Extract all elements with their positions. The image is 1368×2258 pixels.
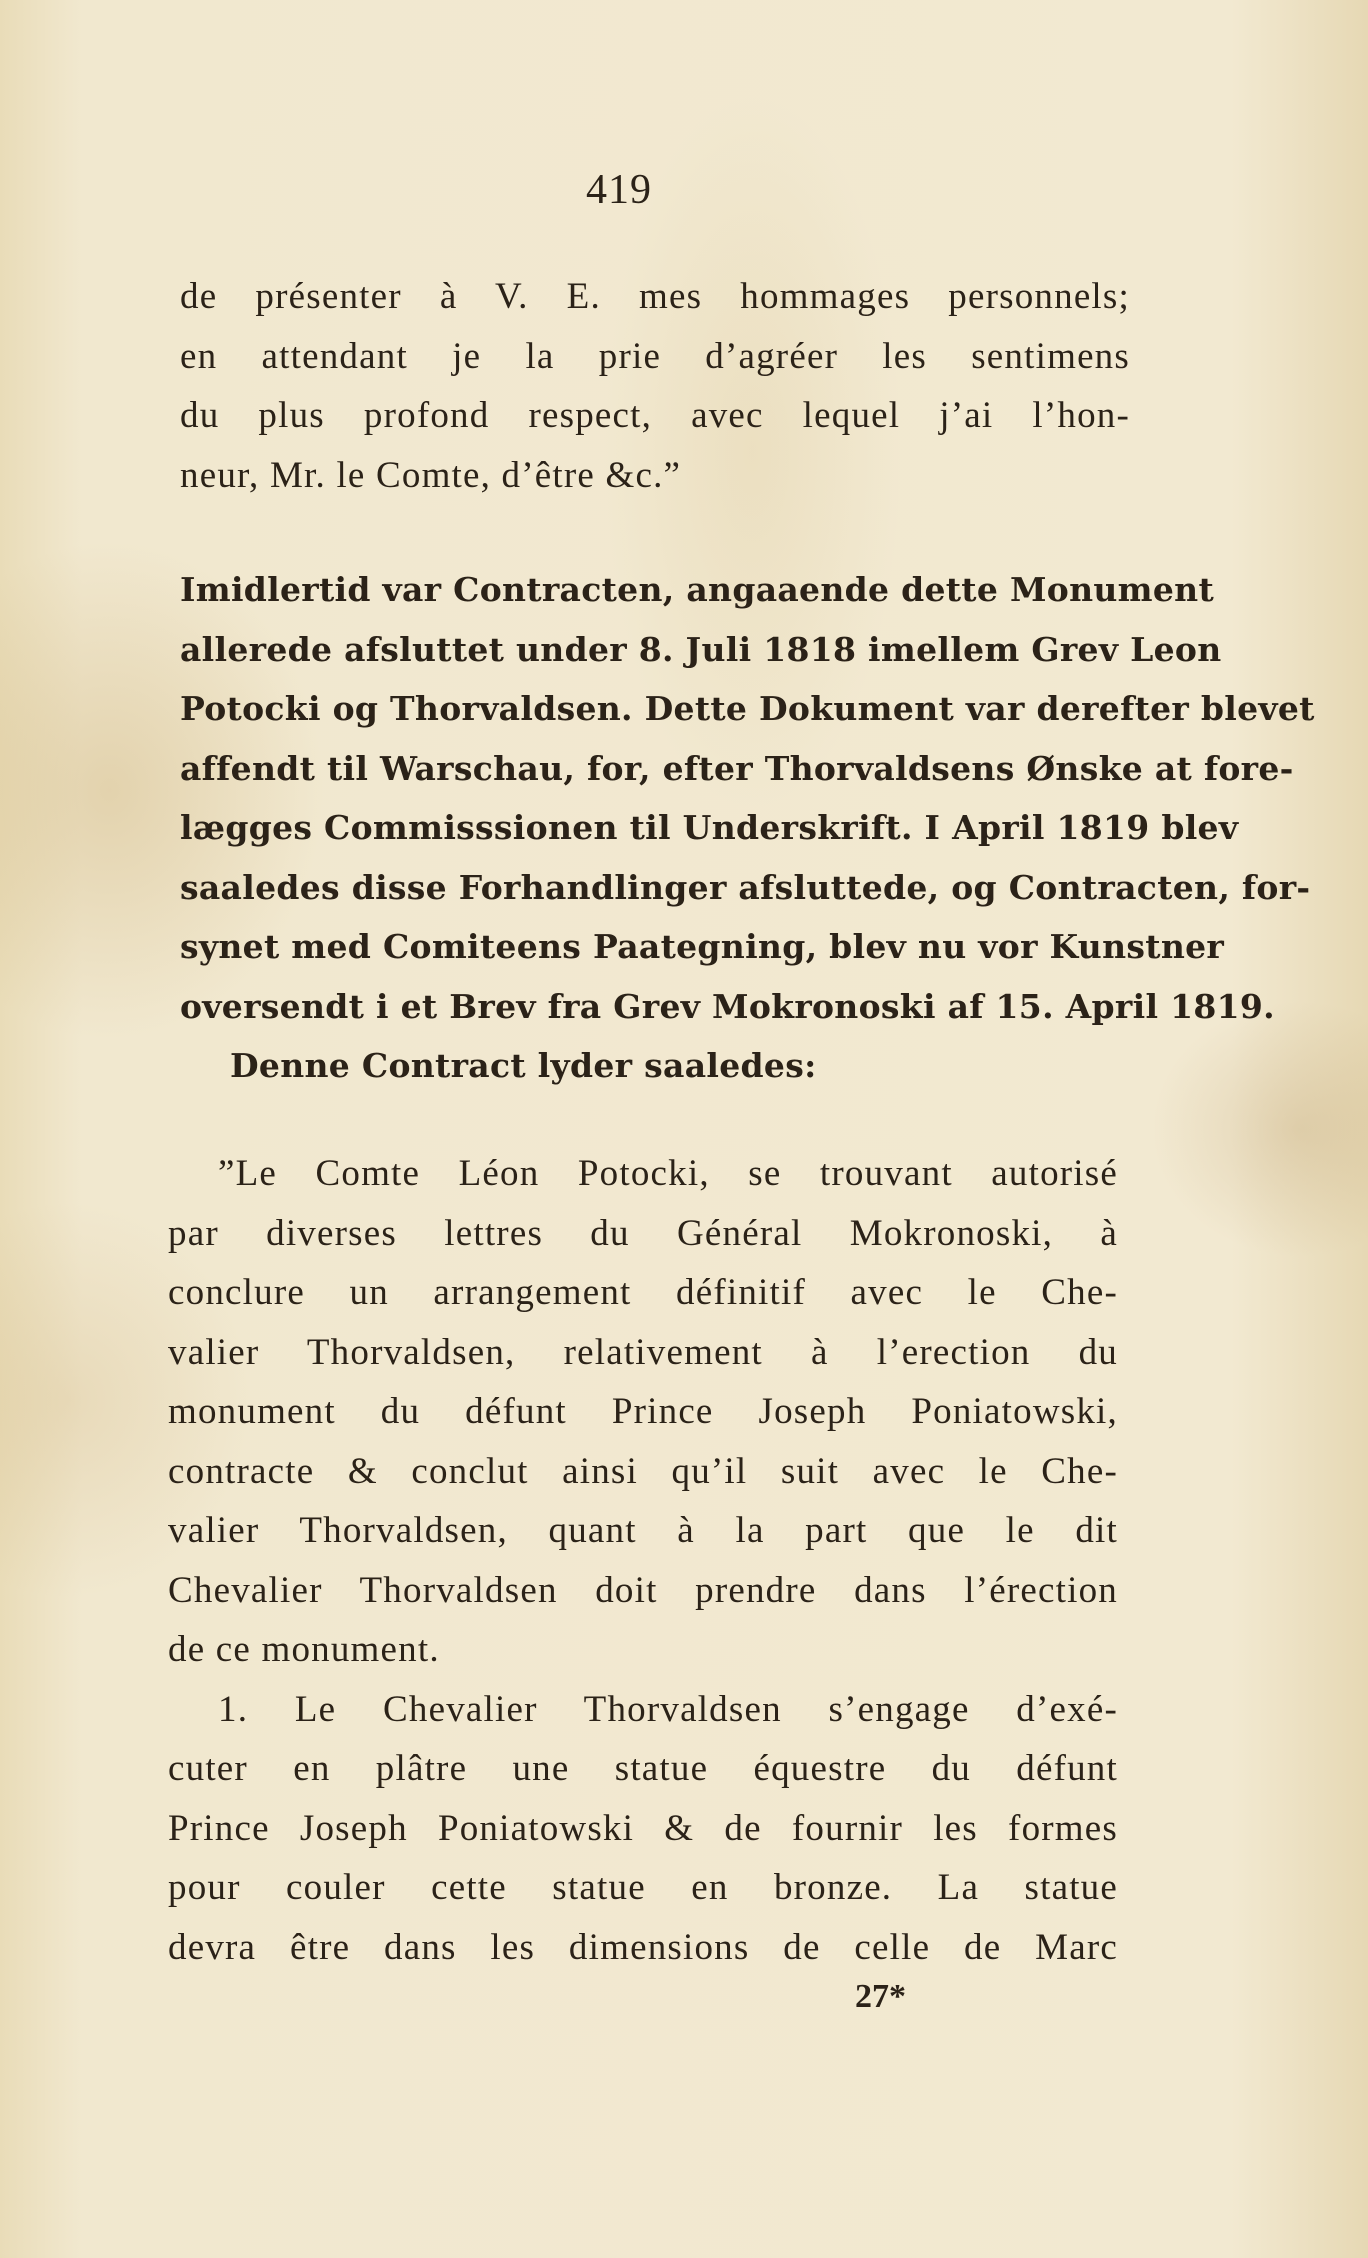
text-line: Prince Joseph Poniatowski & de fournir les formes <box>168 1807 1118 1849</box>
text-line: de présenter à V. E. mes hommages personnels; <box>180 276 1130 317</box>
signature-mark: 27* <box>855 1978 906 2015</box>
text-line: du plus profond respect, avec lequel j’ai l’hon- <box>180 395 1130 436</box>
text-line: saaledes disse Forhandlinger afsluttede, og Contracten, for- <box>180 867 1311 907</box>
text-line: oversendt i et Brev fra Grev Mokronoski af 15. April 1819. <box>180 986 1275 1026</box>
text-line: contracte & conclut ainsi qu’il suit avec le Che- <box>168 1450 1118 1492</box>
text-line: cuter en plâtre une statue équestre du défunt <box>168 1748 1118 1789</box>
text-line: 1. Le Chevalier Thorvaldsen s’engage d’exé- <box>218 1688 1118 1730</box>
page-number: 419 <box>586 167 652 213</box>
intro-paragraph <box>180 267 1130 505</box>
text-line: Denne Contract lyder saaledes: <box>230 1046 817 1085</box>
text-line: valier Thorvaldsen, relativement à l’erection du <box>168 1331 1118 1373</box>
text-line: lægges Commisssionen til Underskrift. I April 1819 blev <box>180 808 1239 847</box>
text-line: affendt til Warschau, for, efter Thorvaldsens Ønske at fore- <box>180 748 1294 788</box>
text-line: pour couler cette statue en bronze. La statue <box>168 1867 1118 1908</box>
text-line: allerede afsluttet under 8. Juli 1818 imellem Grev Leon <box>180 629 1222 669</box>
text-line: valier Thorvaldsen, quant à la part que le dit <box>168 1510 1118 1551</box>
text-line: Imidlertid var Contracten, angaaende dette Monument <box>180 570 1215 609</box>
contract-text <box>168 1144 1118 1977</box>
text-line: Chevalier Thorvaldsen doit prendre dans l’érection <box>168 1569 1118 1611</box>
text-line: par diverses lettres du Général Mokronoski, à <box>168 1212 1118 1254</box>
text-line: neur, Mr. le Comte, d’être &c.” <box>180 454 682 496</box>
text-line: synet med Comiteens Paategning, blev nu vor Kunstner <box>180 927 1225 966</box>
text-line: ”Le Comte Léon Potocki, se trouvant autorisé <box>218 1153 1118 1194</box>
danish-paragraph <box>180 560 1315 1096</box>
text-line: devra être dans les dimensions de celle de Marc <box>168 1926 1118 1968</box>
text-line: monument du défunt Prince Joseph Poniatowski, <box>168 1391 1118 1432</box>
text-line: de ce monument. <box>168 1629 440 1670</box>
text-line: en attendant je la prie d’agréer les sentimens <box>180 335 1130 377</box>
text-line: Potocki og Thorvaldsen. Dette Dokument var derefter blevet <box>180 689 1315 728</box>
text-line: conclure un arrangement définitif avec le Che- <box>168 1272 1118 1313</box>
